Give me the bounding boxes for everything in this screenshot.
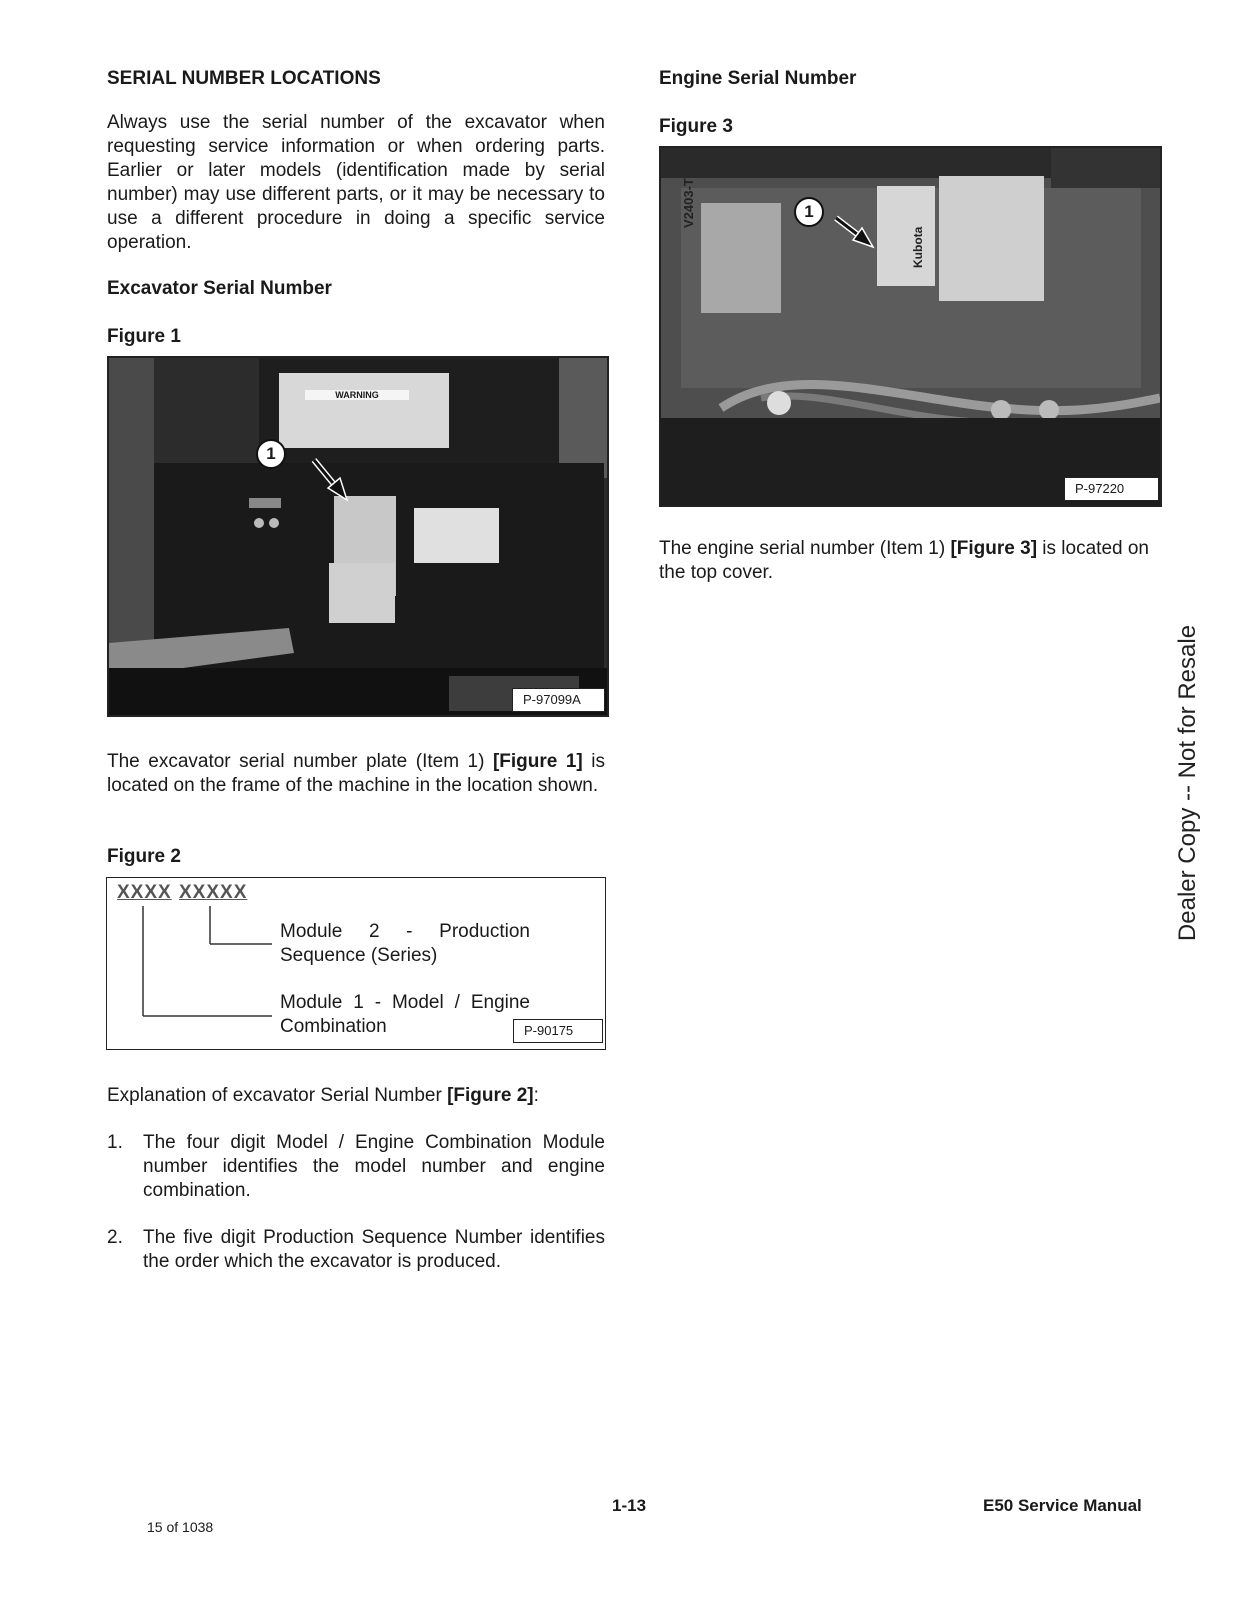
module1-description: Module 1 - Model / Engine Combination	[280, 992, 530, 1037]
explanation-paragraph: Explanation of excavator Serial Number [Figure 2]:	[107, 1085, 539, 1106]
figure1-description: The excavator serial number plate (Item 1) [Figure 1] is located on the frame of the machine in the location shown.	[107, 751, 606, 796]
figure3-callout: 1	[794, 197, 824, 227]
engine-description: The engine serial number (Item 1) [Figure 3] is located on the top cover.	[659, 538, 1149, 583]
page-number: 1-13	[612, 1496, 647, 1515]
figure2-label: Figure 2	[107, 846, 181, 867]
figure1-code: P-97099A	[512, 688, 605, 712]
figure2-diagram	[106, 877, 606, 1050]
figure2-code: P-90175	[513, 1019, 603, 1043]
dealer-copy-watermark: Dealer Copy -- Not for Resale	[1174, 624, 1201, 942]
engine-serial-heading: Engine Serial Number	[659, 68, 857, 89]
engine-model-plate: V2403-T	[681, 178, 696, 228]
figure1-callout: 1	[256, 439, 286, 469]
list-item-1-number: 1.	[107, 1132, 123, 1153]
list-item-2-number: 2.	[107, 1227, 123, 1248]
list-item-1-text: The four digit Model / Engine Combination Module number identifies the model number and engine combination.	[143, 1132, 605, 1201]
figure3-code: P-97220	[1064, 477, 1159, 501]
engine-illustration	[661, 148, 1160, 505]
serial-format-sequence: XXXXX	[179, 882, 248, 903]
warning-decal: WARNING	[305, 390, 409, 400]
figure3-label: Figure 3	[659, 116, 733, 137]
intro-paragraph: Always use the serial number of the excavator when requesting service information or when ordering parts. Earlier or later models (identification made by serial number) may use different parts, or it may be necessary to use a different procedure in doing a specific service operation.	[107, 112, 605, 253]
kubota-logo: Kubota	[911, 226, 925, 268]
excavator-serial-heading: Excavator Serial Number	[107, 278, 332, 299]
figure1-label: Figure 1	[107, 326, 181, 347]
page-count: 15 of 1038	[147, 1519, 214, 1535]
section-title: SERIAL NUMBER LOCATIONS	[107, 68, 381, 89]
manual-title: E50 Service Manual	[983, 1496, 1142, 1515]
figure1-photo	[107, 356, 609, 717]
module2-description: Module 2 - Production Sequence (Series)	[280, 921, 530, 966]
list-item-2-text: The five digit Production Sequence Number identifies the order which the excavator is produced.	[143, 1227, 605, 1272]
excavator-illustration	[109, 358, 607, 715]
figure3-photo	[659, 146, 1162, 507]
serial-format-model: XXXX	[117, 882, 172, 903]
